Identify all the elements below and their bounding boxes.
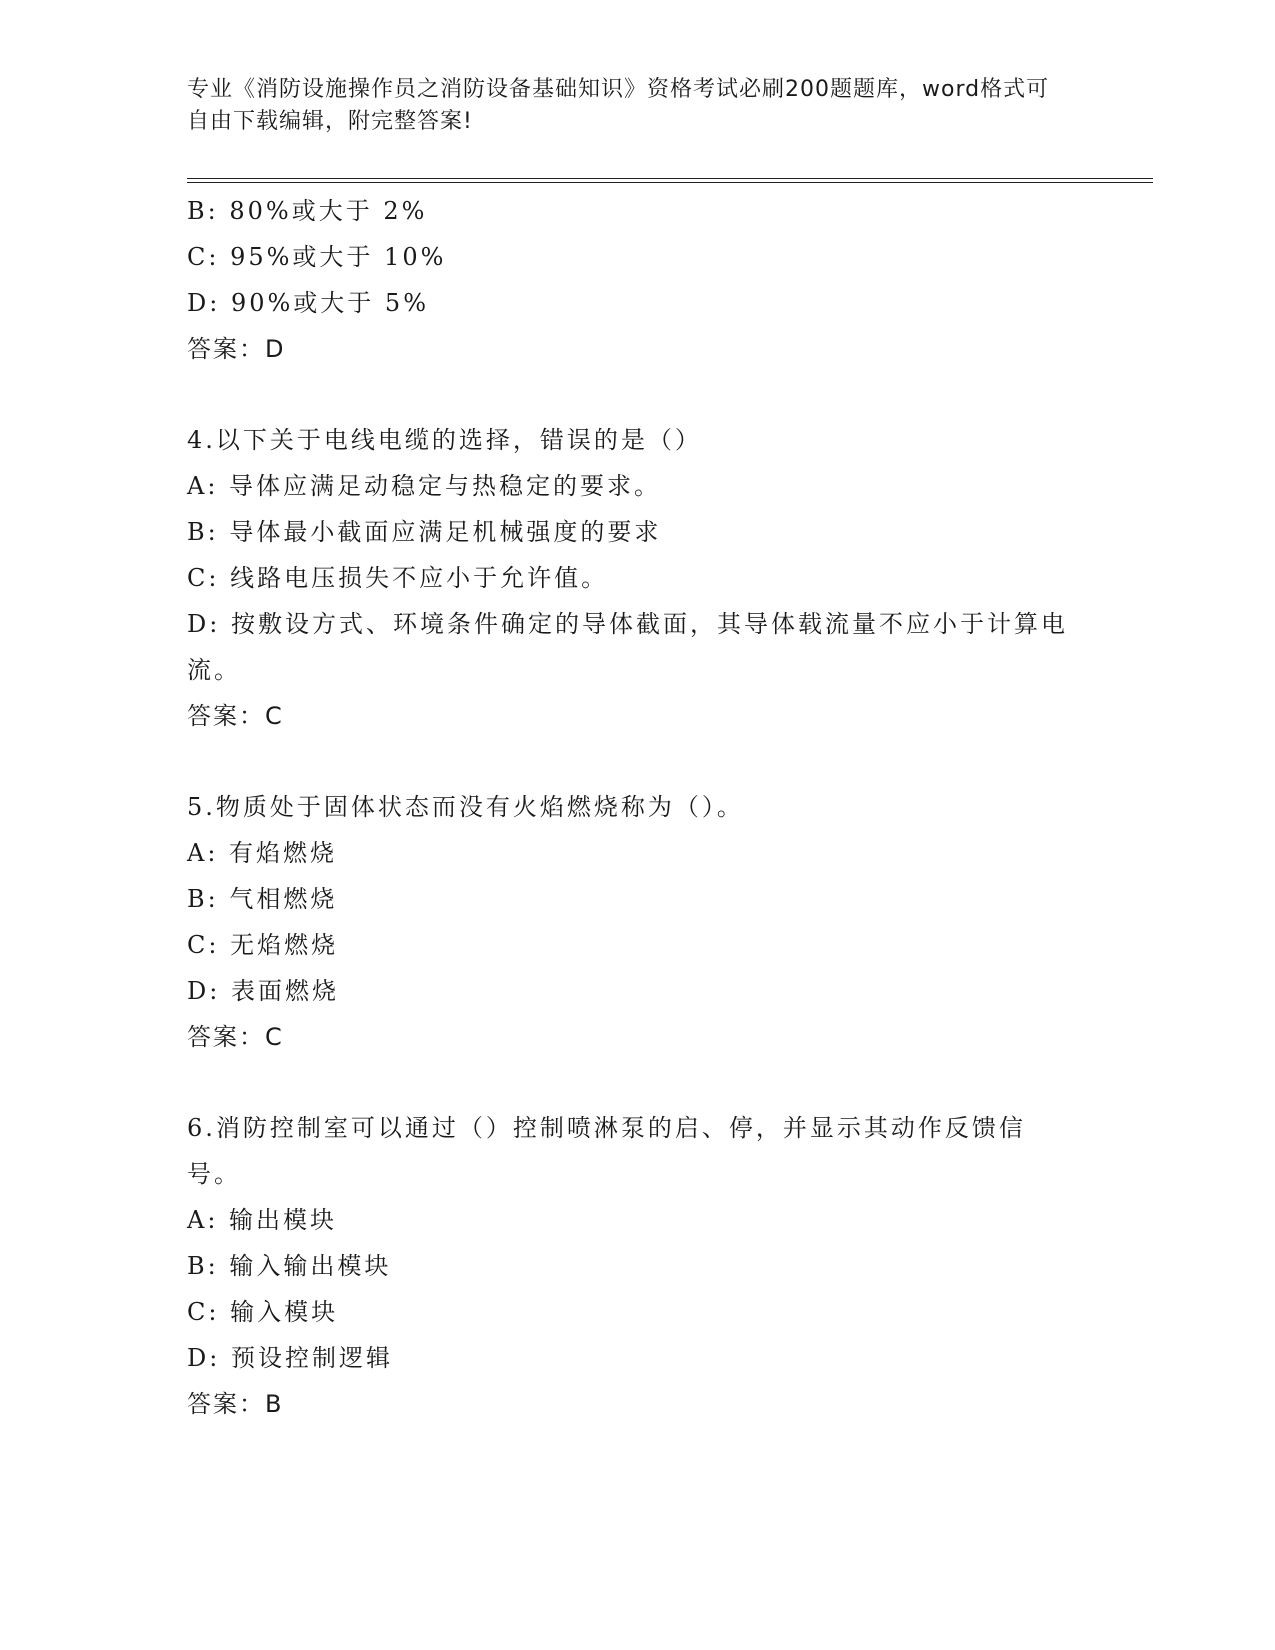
- question-6: [187, 1105, 1077, 1427]
- question-list: [187, 188, 1077, 1427]
- option-d: D: 表面燃烧: [187, 977, 339, 1005]
- question-stem: 6.消防控制室可以通过（）控制喷淋泵的启、停，并显示其动作反馈信号。: [187, 1114, 1026, 1188]
- option-b: B: 气相燃烧: [187, 885, 338, 913]
- option-c: C: 95%或大于 10%: [187, 243, 447, 271]
- header-rule-top: [187, 178, 1153, 179]
- answer: 答案：B: [187, 1390, 284, 1418]
- option-c: C: 线路电压损失不应小于允许值。: [187, 564, 609, 592]
- question-5: [187, 784, 1077, 1060]
- answer: 答案：C: [187, 702, 284, 730]
- header-rule-bottom: [187, 182, 1153, 183]
- option-b: B: 输入输出模块: [187, 1252, 392, 1280]
- question-stem: 4.以下关于电线电缆的选择，错误的是（）: [187, 426, 702, 454]
- option-d: D: 按敷设方式、环境条件确定的导体截面，其导体载流量不应小于计算电流。: [187, 610, 1068, 684]
- option-b: B: 80%或大于 2%: [187, 197, 428, 225]
- option-a: A: 有焰燃烧: [187, 839, 338, 867]
- document-header: 专业《消防设施操作员之消防设备基础知识》资格考试必刷200题题库，word格式可自由下载编辑，附完整答案!: [187, 77, 1050, 134]
- option-b: B: 导体最小截面应满足机械强度的要求: [187, 518, 662, 546]
- question-3-partial: [187, 188, 1077, 372]
- option-c: C: 无焰燃烧: [187, 931, 339, 959]
- option-c: C: 输入模块: [187, 1298, 339, 1326]
- option-d: D: 90%或大于 5%: [187, 289, 430, 317]
- answer: 答案：C: [187, 1023, 284, 1051]
- option-d: D: 预设控制逻辑: [187, 1344, 393, 1372]
- option-a: A: 输出模块: [187, 1206, 338, 1234]
- option-a: A: 导体应满足动稳定与热稳定的要求。: [187, 472, 662, 500]
- question-4: [187, 417, 1077, 739]
- answer: 答案：D: [187, 335, 286, 363]
- question-stem: 5.物质处于固体状态而没有火焰燃烧称为（）。: [187, 793, 744, 821]
